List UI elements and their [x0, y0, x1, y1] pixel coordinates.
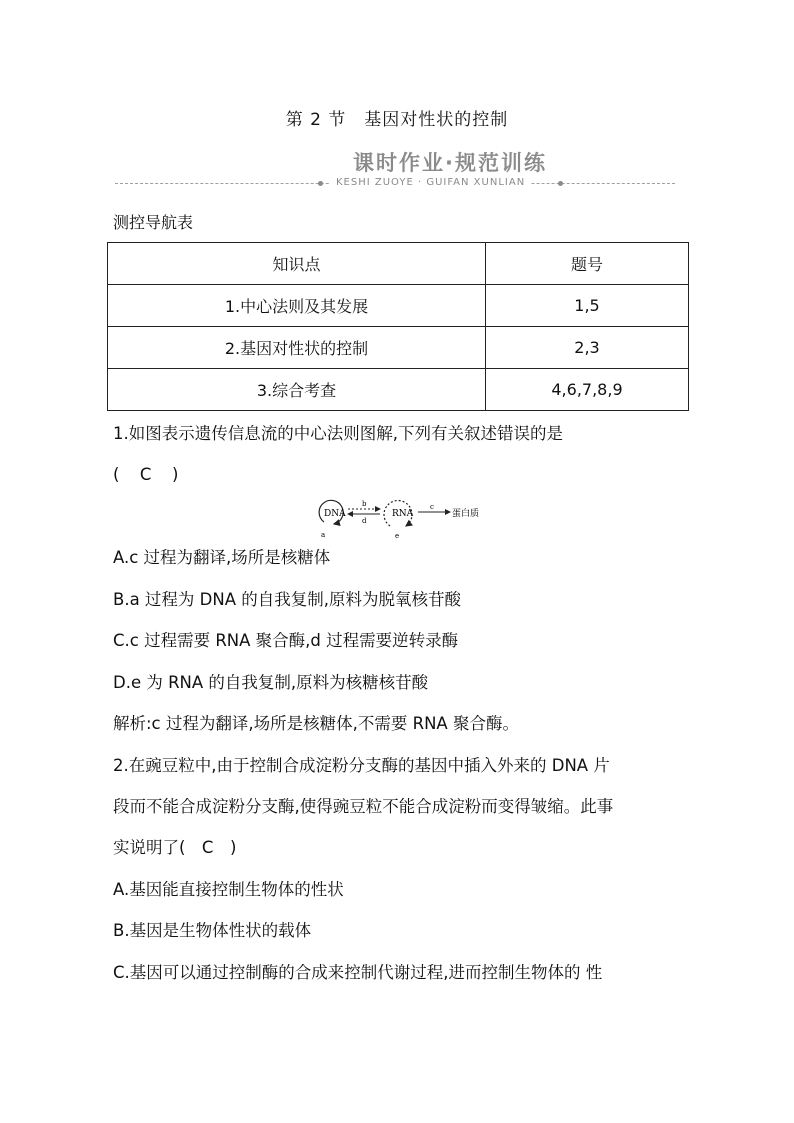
question-1-answer: ( C )	[113, 465, 181, 484]
table-row	[108, 327, 689, 369]
central-dogma-diagram	[310, 492, 490, 540]
table-cell: 2.基因对性状的控制	[108, 327, 486, 369]
question-1-option-a: A.c 过程为翻译,场所是核糖体	[113, 548, 331, 567]
table-cell: 4,6,7,8,9	[486, 369, 689, 411]
banner-title: 课时作业·规范训练	[353, 151, 547, 175]
table-header-cell: 题号	[486, 243, 689, 285]
rna-label: RNA	[392, 509, 414, 519]
question-1-option-d: D.e 为 RNA 的自我复制,原料为核糖核苷酸	[113, 673, 429, 692]
table-header-cell: 知识点	[108, 243, 486, 285]
table-row	[108, 285, 689, 327]
banner-subtitle: KESHI ZUOYE · GUIFAN XUNLIAN	[330, 177, 531, 188]
label-c: c	[430, 503, 434, 511]
question-2-option-b: B.基因是生物体性状的载体	[113, 921, 312, 940]
label-a: a	[321, 531, 326, 539]
nav-table	[107, 242, 689, 411]
table-cell: 3.综合考查	[108, 369, 486, 411]
banner-dot-right	[558, 181, 563, 186]
question-1-analysis: 解析:c 过程为翻译,场所是核糖体,不需要 RNA 聚合酶。	[113, 714, 519, 733]
table-row	[108, 369, 689, 411]
protein-label: 蛋白质	[452, 509, 480, 519]
banner-dot-left	[318, 181, 323, 186]
table-cell: 1,5	[486, 285, 689, 327]
question-2-option-c: C.基因可以通过控制酶的合成来控制代谢过程,进而控制生物体的 性	[113, 963, 603, 982]
question-2-stem-line-2: 段而不能合成淀粉分支酶,使得豌豆粒不能合成淀粉而变得皱缩。此事	[113, 797, 614, 816]
label-b: b	[362, 500, 367, 508]
question-1-stem: 1.如图表示遗传信息流的中心法则图解,下列有关叙述错误的是	[113, 424, 563, 443]
label-d: d	[362, 517, 367, 525]
label-e: e	[395, 532, 400, 540]
question-1-option-b: B.a 过程为 DNA 的自我复制,原料为脱氧核苷酸	[113, 590, 461, 609]
question-2-stem-line-3: 实说明了( C )	[113, 838, 237, 857]
question-2-stem-line-1: 2.在豌豆粒中,由于控制合成淀粉分支酶的基因中插入外来的 DNA 片	[113, 756, 610, 775]
page-title: 第 2 节 基因对性状的控制	[285, 110, 509, 130]
question-1-option-c: C.c 过程需要 RNA 聚合酶,d 过程需要逆转录酶	[113, 631, 459, 650]
question-2-option-a: A.基因能直接控制生物体的性状	[113, 880, 344, 899]
table-cell: 1.中心法则及其发展	[108, 285, 486, 327]
nav-table-caption: 测控导航表	[113, 213, 194, 232]
table-cell: 2,3	[486, 327, 689, 369]
table-header-row	[108, 243, 689, 285]
dna-label: DNA	[324, 509, 346, 519]
